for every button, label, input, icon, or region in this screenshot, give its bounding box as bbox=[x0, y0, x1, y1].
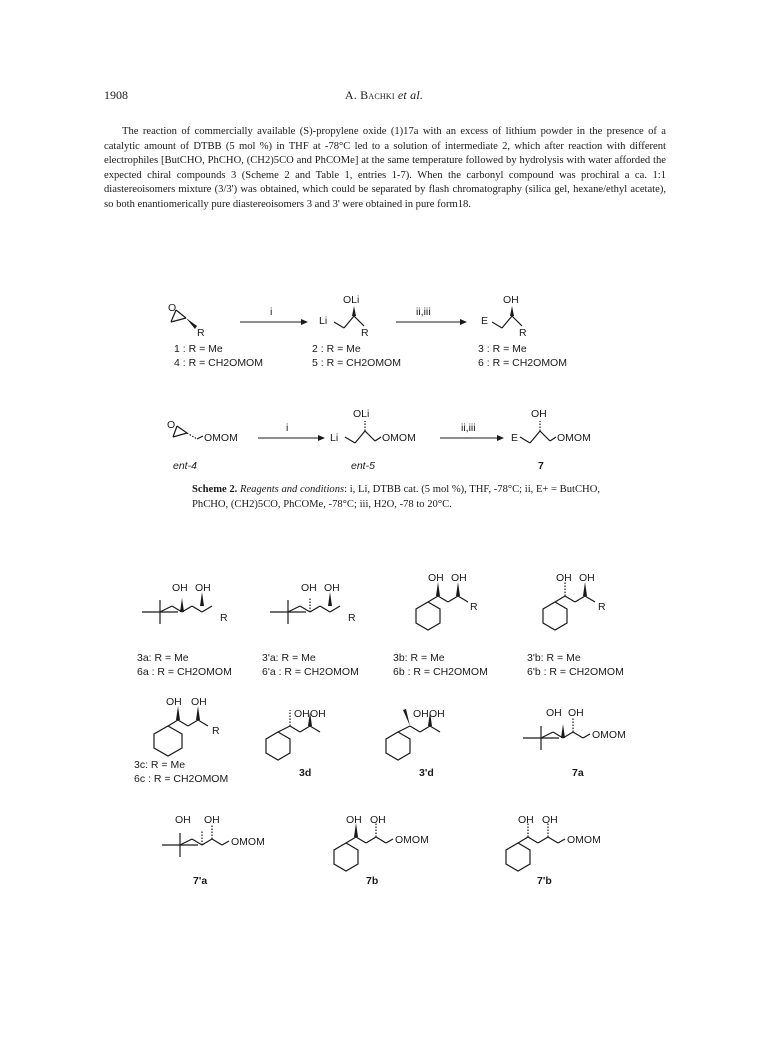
atom-R: R bbox=[348, 612, 356, 624]
atom-R: R bbox=[220, 612, 228, 624]
atom-OH: OH bbox=[546, 707, 562, 719]
structure-7b bbox=[334, 814, 429, 871]
atom-OH: OH bbox=[172, 582, 188, 594]
atom-OH: OH bbox=[428, 572, 444, 584]
structure-3pb bbox=[543, 572, 606, 630]
structure-7pb bbox=[506, 814, 601, 871]
atom-OMOM: OMOM bbox=[557, 432, 591, 444]
atom-OH: OH bbox=[518, 814, 534, 826]
atom-OH: OH bbox=[204, 814, 220, 826]
label-3pd: 3'd bbox=[419, 767, 434, 779]
atom-OH: OH bbox=[310, 708, 326, 720]
atom-OH: OH bbox=[294, 708, 310, 720]
label-c1-line1: 1 : R = Me bbox=[174, 343, 223, 355]
atom-R: R bbox=[212, 725, 220, 737]
atom-OLi: OLi bbox=[353, 408, 370, 420]
compound-ent5-structure bbox=[330, 408, 416, 444]
atom-OH: OH bbox=[451, 572, 467, 584]
label-ent5: ent-5 bbox=[351, 460, 375, 472]
scheme-caption bbox=[192, 483, 612, 512]
atom-OH: OH bbox=[556, 572, 572, 584]
structure-7a bbox=[523, 707, 626, 750]
atom-E: E bbox=[481, 315, 489, 327]
label-3a: 3a: R = Me bbox=[137, 652, 189, 664]
label-6c: 6c : R = CH2OMOM bbox=[134, 773, 229, 785]
label-3pb: 3'b: R = Me bbox=[527, 652, 581, 664]
atom-E: E bbox=[511, 432, 519, 444]
label-ent4: ent-4 bbox=[173, 460, 197, 472]
structure-3pd bbox=[386, 708, 445, 760]
structure-3b bbox=[416, 572, 478, 630]
atom-OMOM: OMOM bbox=[592, 729, 626, 741]
atom-OH: OH bbox=[503, 294, 519, 306]
atom-R: R bbox=[519, 327, 527, 339]
arrow-label: i bbox=[270, 306, 273, 318]
atom-Li: Li bbox=[330, 432, 339, 444]
label-c1-line2: 4 : R = CH2OMOM bbox=[174, 357, 263, 369]
page-number: 1908 bbox=[104, 88, 128, 102]
caption-title: Scheme 2. bbox=[192, 484, 238, 495]
atom-Li: Li bbox=[319, 315, 328, 327]
label-3b: 3b: R = Me bbox=[393, 652, 445, 664]
atom-OH: OH bbox=[568, 707, 584, 719]
row1-arrow1 bbox=[240, 306, 308, 325]
row2-arrow2 bbox=[440, 422, 504, 441]
label-7a: 7a bbox=[572, 767, 584, 779]
atom-R: R bbox=[361, 327, 369, 339]
structure-3a bbox=[142, 582, 228, 624]
structure-3d bbox=[266, 708, 326, 760]
atom-OH: OH bbox=[191, 696, 207, 708]
label-c3-line1: 3 : R = Me bbox=[478, 343, 527, 355]
atom-O: O bbox=[167, 419, 176, 431]
atom-R: R bbox=[470, 601, 478, 613]
atom-OH: OH bbox=[301, 582, 317, 594]
atom-OMOM: OMOM bbox=[382, 432, 416, 444]
label-c3-line2: 6 : R = CH2OMOM bbox=[478, 357, 567, 369]
row2-arrow1 bbox=[258, 422, 325, 441]
label-c2-line1: 2 : R = Me bbox=[312, 343, 361, 355]
label-6a: 6a : R = CH2OMOM bbox=[137, 666, 232, 678]
label-6pa: 6'a : R = CH2OMOM bbox=[262, 666, 359, 678]
compound-7-structure bbox=[511, 408, 591, 444]
atom-OH: OH bbox=[579, 572, 595, 584]
atom-OH: OH bbox=[175, 814, 191, 826]
body-paragraph: The reaction of commercially available (S)-propylene oxide (1)17a with an excess of lithium powder in the presence of a catalytic amount of DTBB (5 mol %) in THF at -78°C led to a solution of intermediate 2, which after reaction with different electrophiles [ButCHO, PhCHO, (CH2)5CO and PhCOMe] at the same temperature followed by hydrolysis with water afforded the expected chiral compounds 3 (Scheme 2 and Table 1, entries 1-7). When the carbonyl compound was prochiral a ca. 1:1 diastereoisomers mixture (3/3') was obtained, which could be separated by flash chromatography (silica gel, hexane/ethyl acetate), so both enantiomerically pure diastereoisomers 3 and 3' were obtained in pure form18. bbox=[104, 126, 666, 210]
arrow-label: i bbox=[286, 422, 289, 434]
compound-3-structure bbox=[481, 294, 527, 339]
atom-OH: OH bbox=[429, 708, 445, 720]
atom-OH: OH bbox=[346, 814, 362, 826]
running-head-author: A. Bachki bbox=[344, 88, 395, 102]
atom-OH: OH bbox=[166, 696, 182, 708]
atom-OMOM: OMOM bbox=[231, 836, 265, 848]
atom-OH: OH bbox=[324, 582, 340, 594]
atom-R: R bbox=[598, 601, 606, 613]
compound-1-structure bbox=[168, 302, 205, 339]
atom-OLi: OLi bbox=[343, 294, 360, 306]
atom-O: O bbox=[168, 302, 177, 314]
label-7pb: 7'b bbox=[537, 875, 552, 887]
arrow-label: ii,iii bbox=[461, 422, 476, 434]
label-6pb: 6'b : R = CH2OMOM bbox=[527, 666, 624, 678]
row1-arrow2 bbox=[396, 306, 467, 325]
structure-7pa bbox=[162, 814, 265, 857]
label-7pa: 7'a bbox=[193, 875, 208, 887]
atom-OH: OH bbox=[413, 708, 429, 720]
label-7b: 7b bbox=[366, 875, 379, 887]
label-3pa: 3'a: R = Me bbox=[262, 652, 316, 664]
atom-R: R bbox=[197, 327, 205, 339]
atom-OMOM: OMOM bbox=[204, 432, 238, 444]
atom-OH: OH bbox=[531, 408, 547, 420]
arrow-label: ii,iii bbox=[416, 306, 431, 318]
caption-text: : i, Li, DTBB cat. (5 mol %), THF, -78°C; ii, E+ = ButCHO, PhCHO, (CH2)5CO, PhCOMe, -78°C; iii, H2O, -78 to 20°C. bbox=[192, 484, 600, 510]
label-3d: 3d bbox=[299, 767, 312, 779]
atom-OMOM: OMOM bbox=[567, 834, 601, 846]
compound-ent4-structure bbox=[167, 419, 238, 444]
label-7: 7 bbox=[538, 460, 544, 472]
atom-OMOM: OMOM bbox=[395, 834, 429, 846]
running-head-suffix: et al. bbox=[397, 88, 424, 102]
compound-2-structure bbox=[319, 294, 369, 339]
label-3c: 3c: R = Me bbox=[134, 759, 186, 771]
structure-3pa bbox=[270, 582, 356, 624]
caption-italic: Reagents and conditions bbox=[239, 484, 345, 495]
atom-OH: OH bbox=[542, 814, 558, 826]
structure-3c bbox=[154, 696, 220, 756]
label-c2-line2: 5 : R = CH2OMOM bbox=[312, 357, 401, 369]
label-6b: 6b : R = CH2OMOM bbox=[393, 666, 488, 678]
atom-OH: OH bbox=[195, 582, 211, 594]
atom-OH: OH bbox=[370, 814, 386, 826]
